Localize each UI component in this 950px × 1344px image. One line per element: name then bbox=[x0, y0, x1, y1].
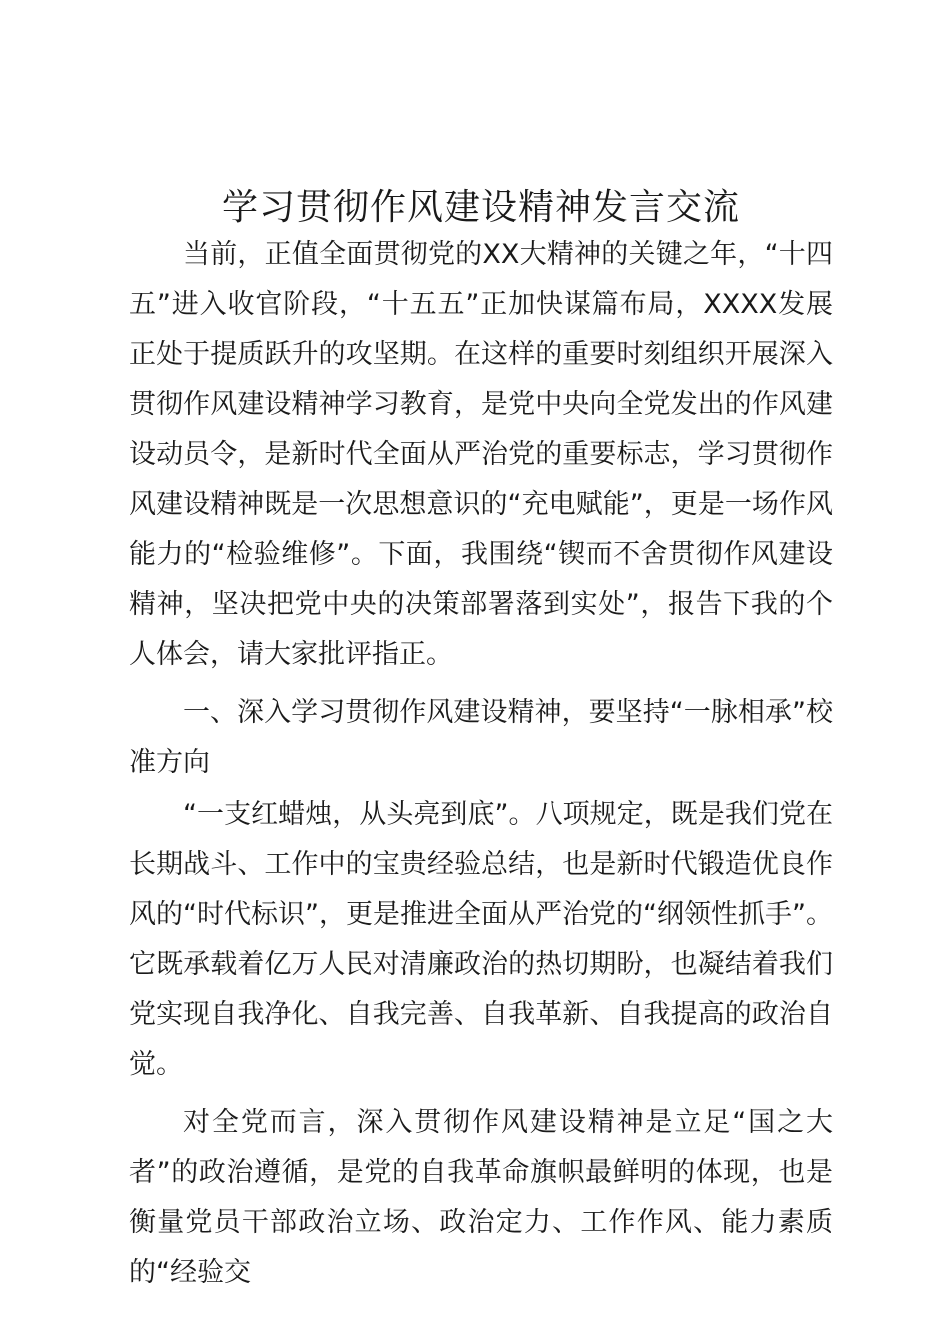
paragraph-party-significance: 对全党而言，深入贯彻作风建设精神是立足“国之大者”的政治遵循，是党的自我革命旗帜最鲜明的体现，也是衡量党员干部政治立场、政治定力、工作作风、能力素质的“经验交 bbox=[129, 1107, 833, 1288]
paragraph-eight-rules: “一支红蜡烛，从头亮到底”。八项规定，既是我们党在长期战斗、工作中的宝贵经验总结，也是新时代锻造优良作风的“时代标识”，更是推进全面从严治党的“纲领性抓手”。它既承载着亿万人民对清廉政治的热切期盼，也凝结着我们党实现自我净化、自我完善、自我革新、自我提高的政治自觉。 bbox=[129, 799, 833, 1080]
section-heading-1: 一、深入学习贯彻作风建设精神，要坚持“一脉相承”校准方向 bbox=[129, 697, 833, 778]
paragraph-intro: 当前，正值全面贯彻党的XX大精神的关键之年，“十四五”进入收官阶段，“十五五”正加快谋篇布局，XXXX发展正处于提质跃升的攻坚期。在这样的重要时刻组织开展深入贯彻作风建设精神学习教育，是党中央向全党发出的作风建设动员令，是新时代全面从严治党的重要标志，学习贯彻作风建设精神既是一次思想意识的“充电赋能”，更是一场作风能力的“检验维修”。下面，我围绕“锲而不舍贯彻作风建设精神，坚决把党中央的决策部署落到实处”，报告下我的个人体会，请大家批评指正。 bbox=[129, 239, 833, 670]
document-body bbox=[129, 178, 833, 1306]
document-title: 学习贯彻作风建设精神发言交流 bbox=[221, 187, 740, 228]
